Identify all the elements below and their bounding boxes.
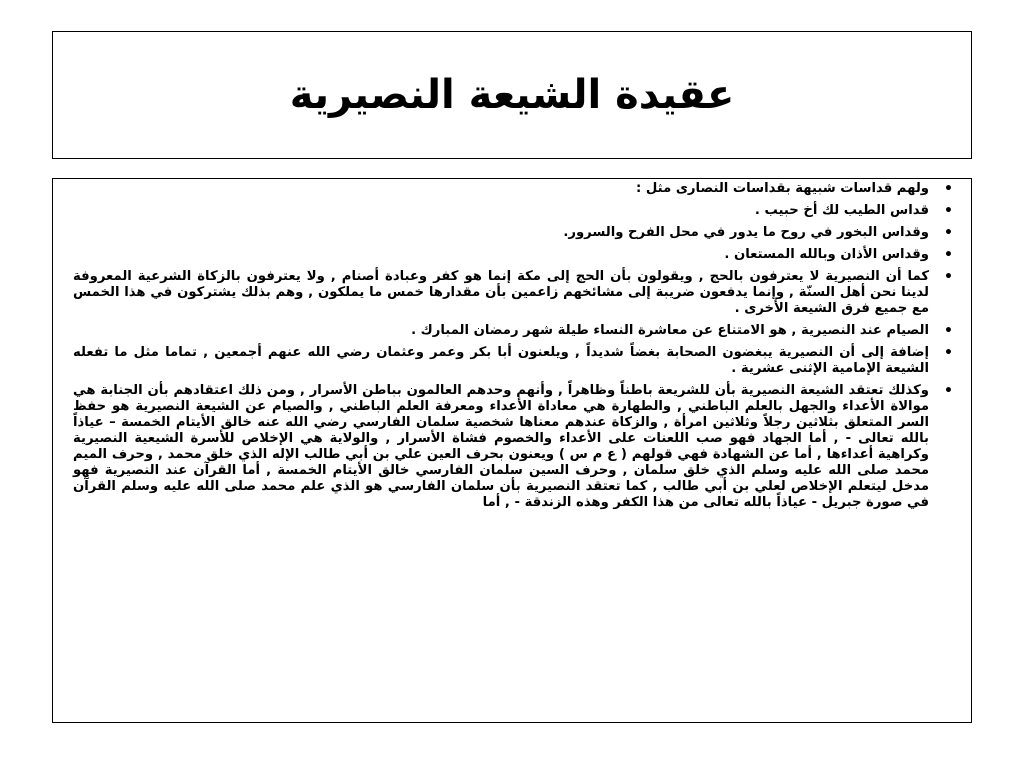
bullet-item <box>73 225 959 241</box>
bullet-dot-icon: • <box>944 269 953 285</box>
bullet-dot-icon: • <box>944 203 953 219</box>
bullet-item <box>73 203 959 219</box>
bullet-item <box>73 383 959 511</box>
bullet-dot-icon: • <box>944 181 953 197</box>
bullet-dot-icon: • <box>944 323 953 339</box>
bullet-text: الصيام عند النصيرية , هو الامتناع عن معاشرة النساء طيلة شهر رمضان المبارك . <box>411 323 929 338</box>
bullet-item <box>73 269 959 317</box>
bullet-dot-icon: • <box>944 225 953 241</box>
bullet-item <box>73 181 959 197</box>
bullet-text: كما أن النصيرية لا يعترفون بالحج , ويقولون بأن الحج إلى مكة إنما هو كفر وعبادة أصنام , ولا يعترفون بالزكاة الشرعية المعروفة لدينا نحن أهل السنّة , وإنما يدفعون ضريبة إلى مشائخهم زاعمين بأن مقدارها خمس ما يملكون , وهم بذلك يشتركون في هذا الخمس مع جميع فرق الشيعة الأخرى . <box>73 269 929 316</box>
slide-title-box <box>52 31 972 159</box>
bullet-dot-icon: • <box>944 383 953 399</box>
bullet-text: وقداس الأذان وبالله المستعان . <box>724 247 929 262</box>
bullet-dot-icon: • <box>944 345 953 361</box>
bullet-text: ولهم قداسات شبيهة بقداسات النصارى مثل : <box>636 181 929 196</box>
bullet-list <box>73 181 959 511</box>
bullet-text: قداس الطيب لك أخ حبيب . <box>754 203 929 218</box>
bullet-text: وقداس البخور في روح ما يدور في محل الفرح والسرور. <box>563 225 929 240</box>
bullet-text: وكذلك تعتقد الشيعة النصيرية بأن للشريعة باطناً وظاهراً , وأنهم وحدهم العالمون بباطن الأسرار , ومن ذلك اعتقادهم بأن الجنابة هي موالاة الأعداء والجهل بالعلم الباطني , والطهارة هي معاداة الأعداء ومعرفة العلم الباطني , والصيام عن الشيعة النصيرية هو حفظ السر المتعلق بثلاثين رجلاً وثلاثين امرأة , والزكاة عندهم معناها شخصية سلمان الفارسي رضي الله عنه خالق الأيتام الخمسة – عياذاً بالله تعالى - , أما الجهاد فهو صب اللعنات على الأعداء والخصوم فشاة الأسرار , والولاية هي الإخلاص للأسرة الشيعية النصيرية وكراهية أعداءها , أما عن الشهادة فهي قولهم ( ع م س ) ويعنون بحرف العين علي بن أبي طالب الإله الذي خلق محمد , وحرف الميم محمد صلى الله عليه وسلم الذي خلق سلمان , وحرف السين سلمان الفارسي خالق الأيتام الخمسة , أما القرآن عند النصيرية فهو مدخل ليتعلم الإخلاص لعلي بن أبي طالب , كما تعتقد النصيرية بأن سلمان الفارسي هو الذي علم محمد صلى الله عليه وسلم القرآن في صورة جبريل - عياذاً بالله تعالى من هذا الكفر وهذه الزندقة - , أما <box>73 383 929 510</box>
bullet-item <box>73 323 959 339</box>
slide-title: عقيدة الشيعة النصيرية <box>289 72 735 118</box>
bullet-text: إضافة إلى أن النصيرية يبغضون الصحابة بغضاً شديداً , ويلعنون أبا بكر وعمر وعثمان رضي الله عنهم أجمعين , تماما مثل ما تفعله الشيعة الإمامية الإثنى عشرية . <box>73 345 929 376</box>
bullet-item <box>73 345 959 377</box>
slide-content-box <box>52 178 972 723</box>
bullet-dot-icon: • <box>944 247 953 263</box>
bullet-item <box>73 247 959 263</box>
